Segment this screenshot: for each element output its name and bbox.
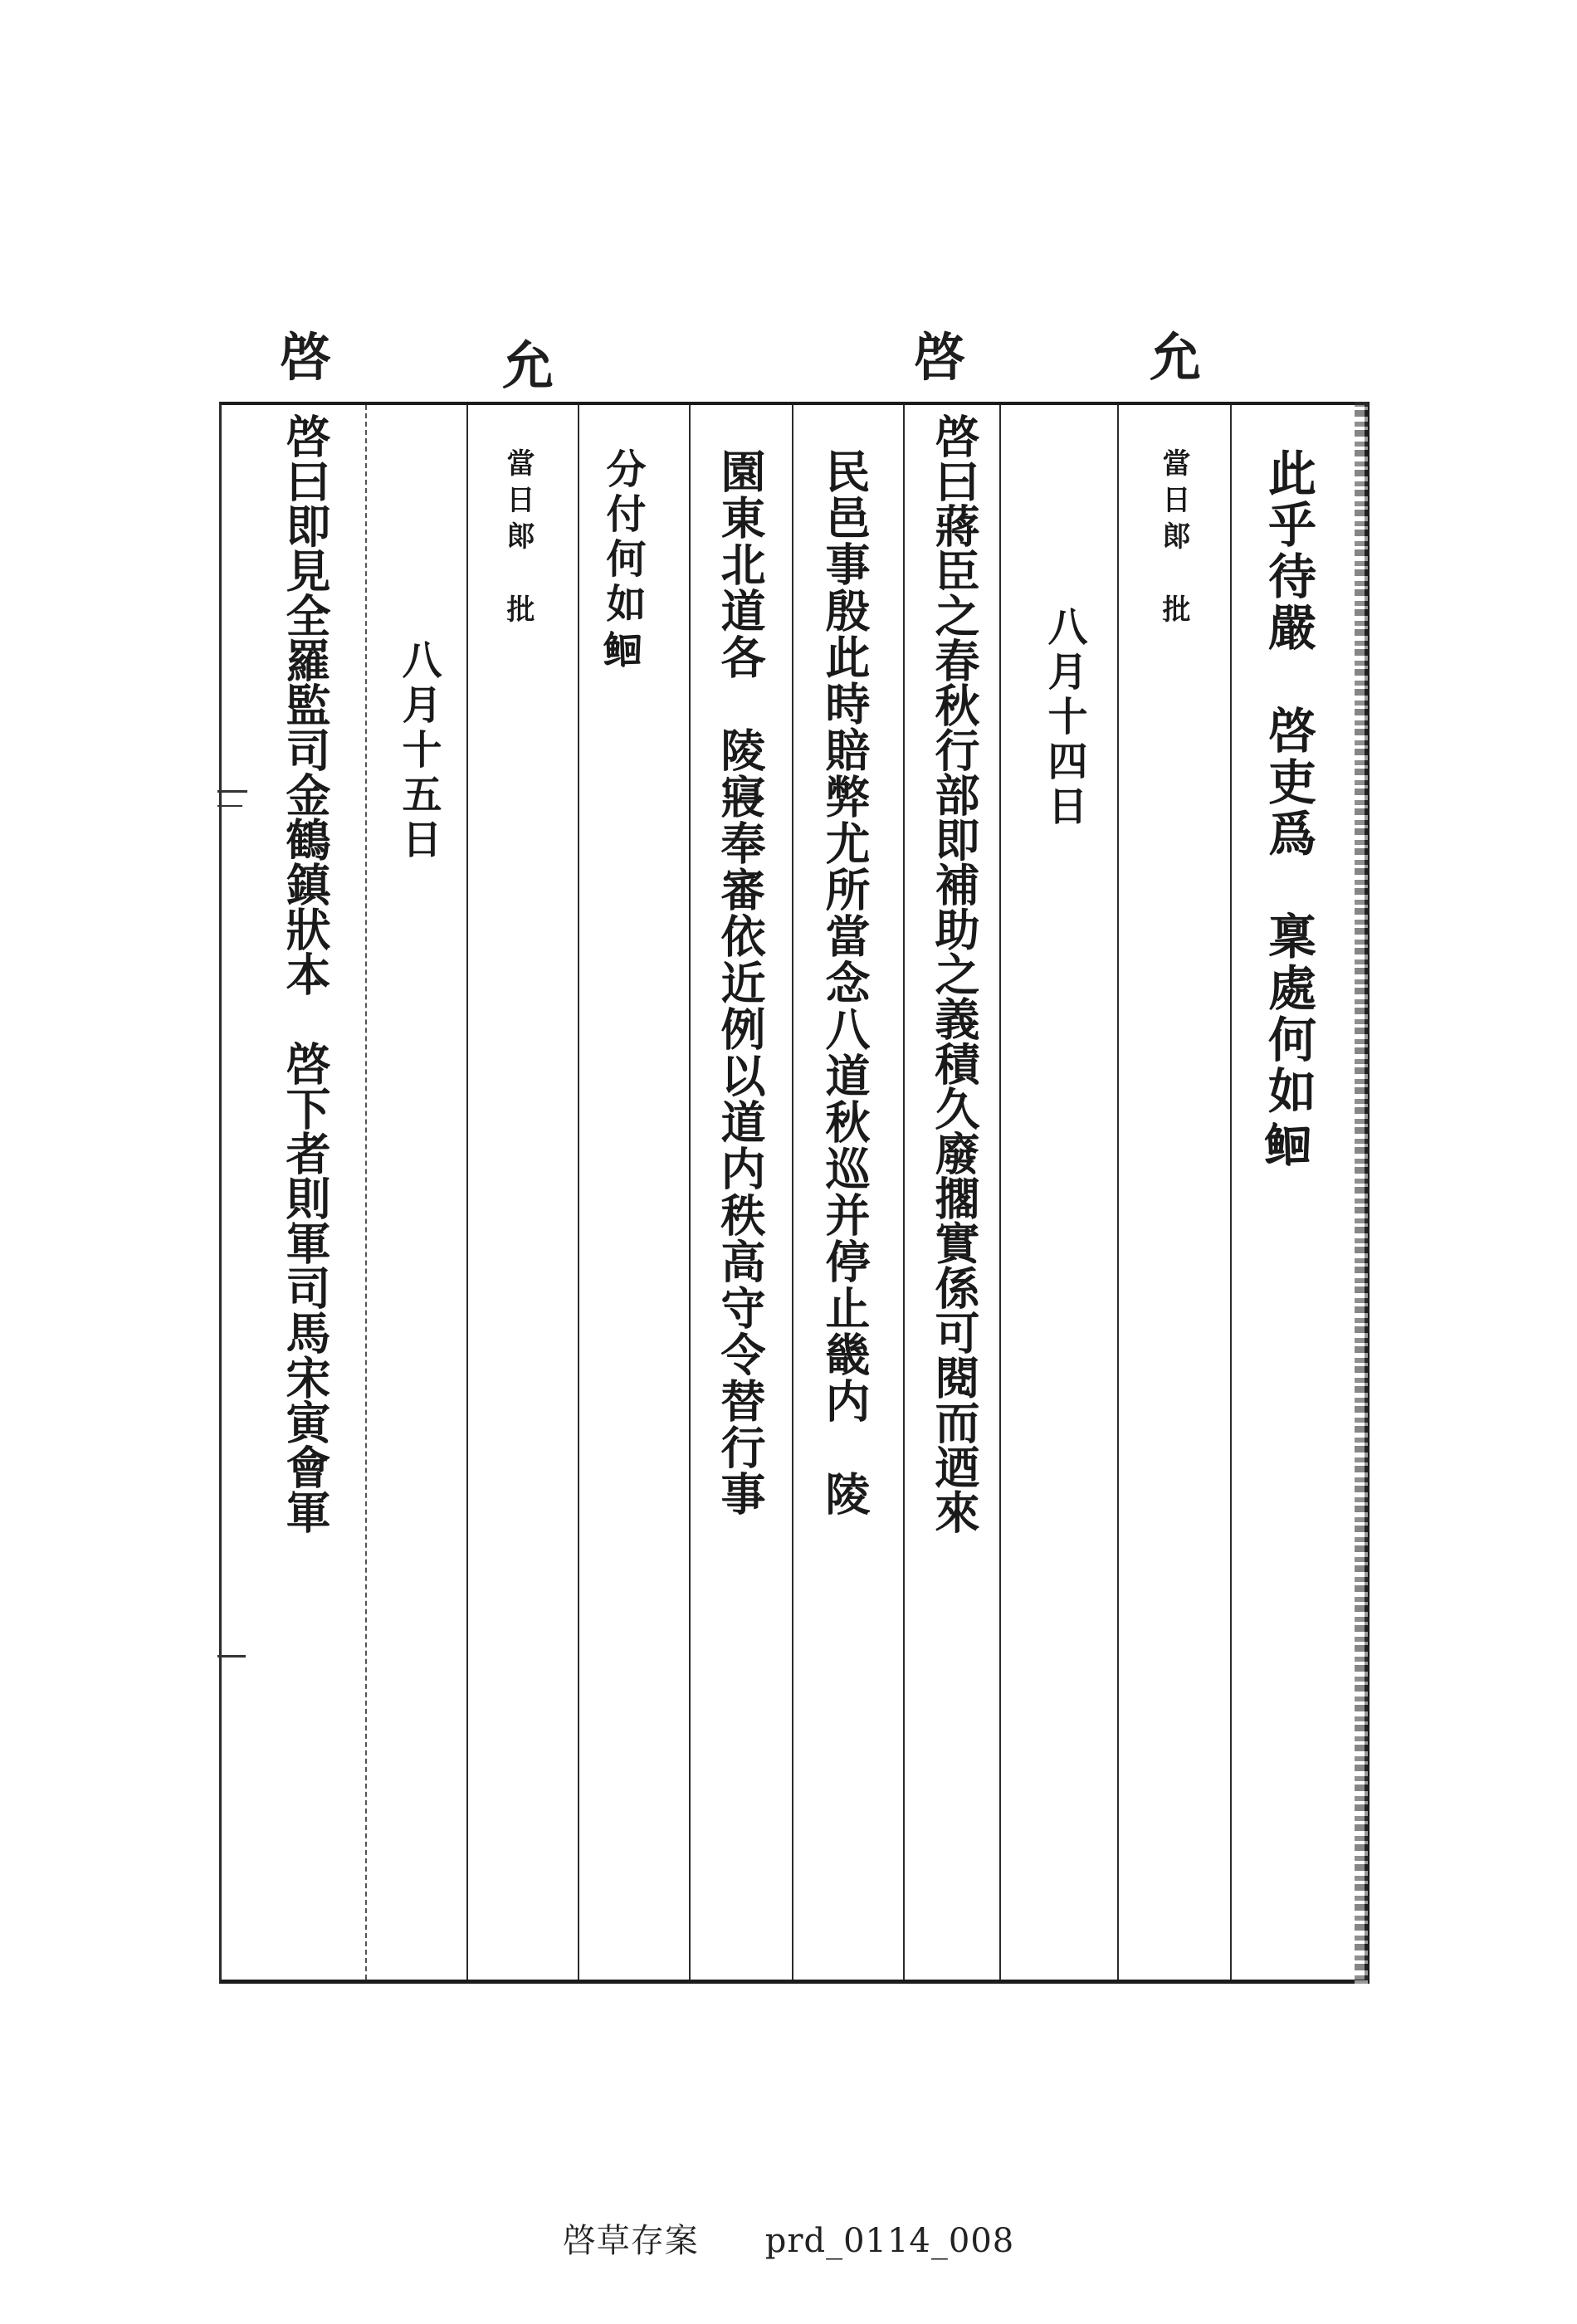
column-rule <box>466 405 468 1980</box>
column-rule <box>1117 405 1119 1980</box>
text-column-8: 當日郞 批 <box>501 448 535 631</box>
edge-mark <box>217 805 242 807</box>
header-mark-4: 啓 <box>279 327 331 388</box>
page-caption <box>0 2214 1577 2262</box>
caption-id: prd_0114_008 <box>764 2222 1015 2260</box>
header-mark-2: 啓 <box>913 327 965 388</box>
text-column-6: 園東北道各 陵寢奉審依近例以道内秩高守令替行事 <box>714 448 767 1517</box>
text-column-3: 八月十四日 <box>1041 606 1087 830</box>
header-mark-1: 允 <box>1149 327 1201 388</box>
edge-mark <box>217 1655 246 1658</box>
text-column-5: 民邑事殷此時賠弊尤所當念八道秋巡并停止畿内 陵 <box>818 448 872 1517</box>
column-rule <box>578 405 579 1980</box>
text-column-9: 八月十五日 <box>395 639 442 863</box>
column-rule <box>999 405 1001 1980</box>
column-rule <box>365 405 367 1980</box>
column-rule <box>903 405 905 1980</box>
column-rule <box>1230 405 1232 1980</box>
text-column-4: 啓曰蔣臣之春秋行部即補助之義積久廢擱實係可閱而迺來 <box>928 413 981 1534</box>
edge-mark <box>217 790 247 793</box>
text-column-2: 當日郞 批 <box>1157 448 1190 631</box>
header-mark-3: 允 <box>501 335 554 396</box>
caption-title: 啓草存案 <box>562 2222 699 2260</box>
text-column-7: 分付何如𫚔 <box>599 448 646 672</box>
text-column-10: 啓曰即見全羅監司金鶴鎮狀本 啓下者則軍司馬宋寅會軍 <box>279 413 332 1534</box>
frame-edge-border <box>1355 402 1368 1984</box>
text-column-1: 此乎待嚴 啓吏爲 稟處何如𫚔 <box>1260 448 1316 1169</box>
column-rule <box>689 405 691 1980</box>
column-rule <box>792 405 793 1980</box>
